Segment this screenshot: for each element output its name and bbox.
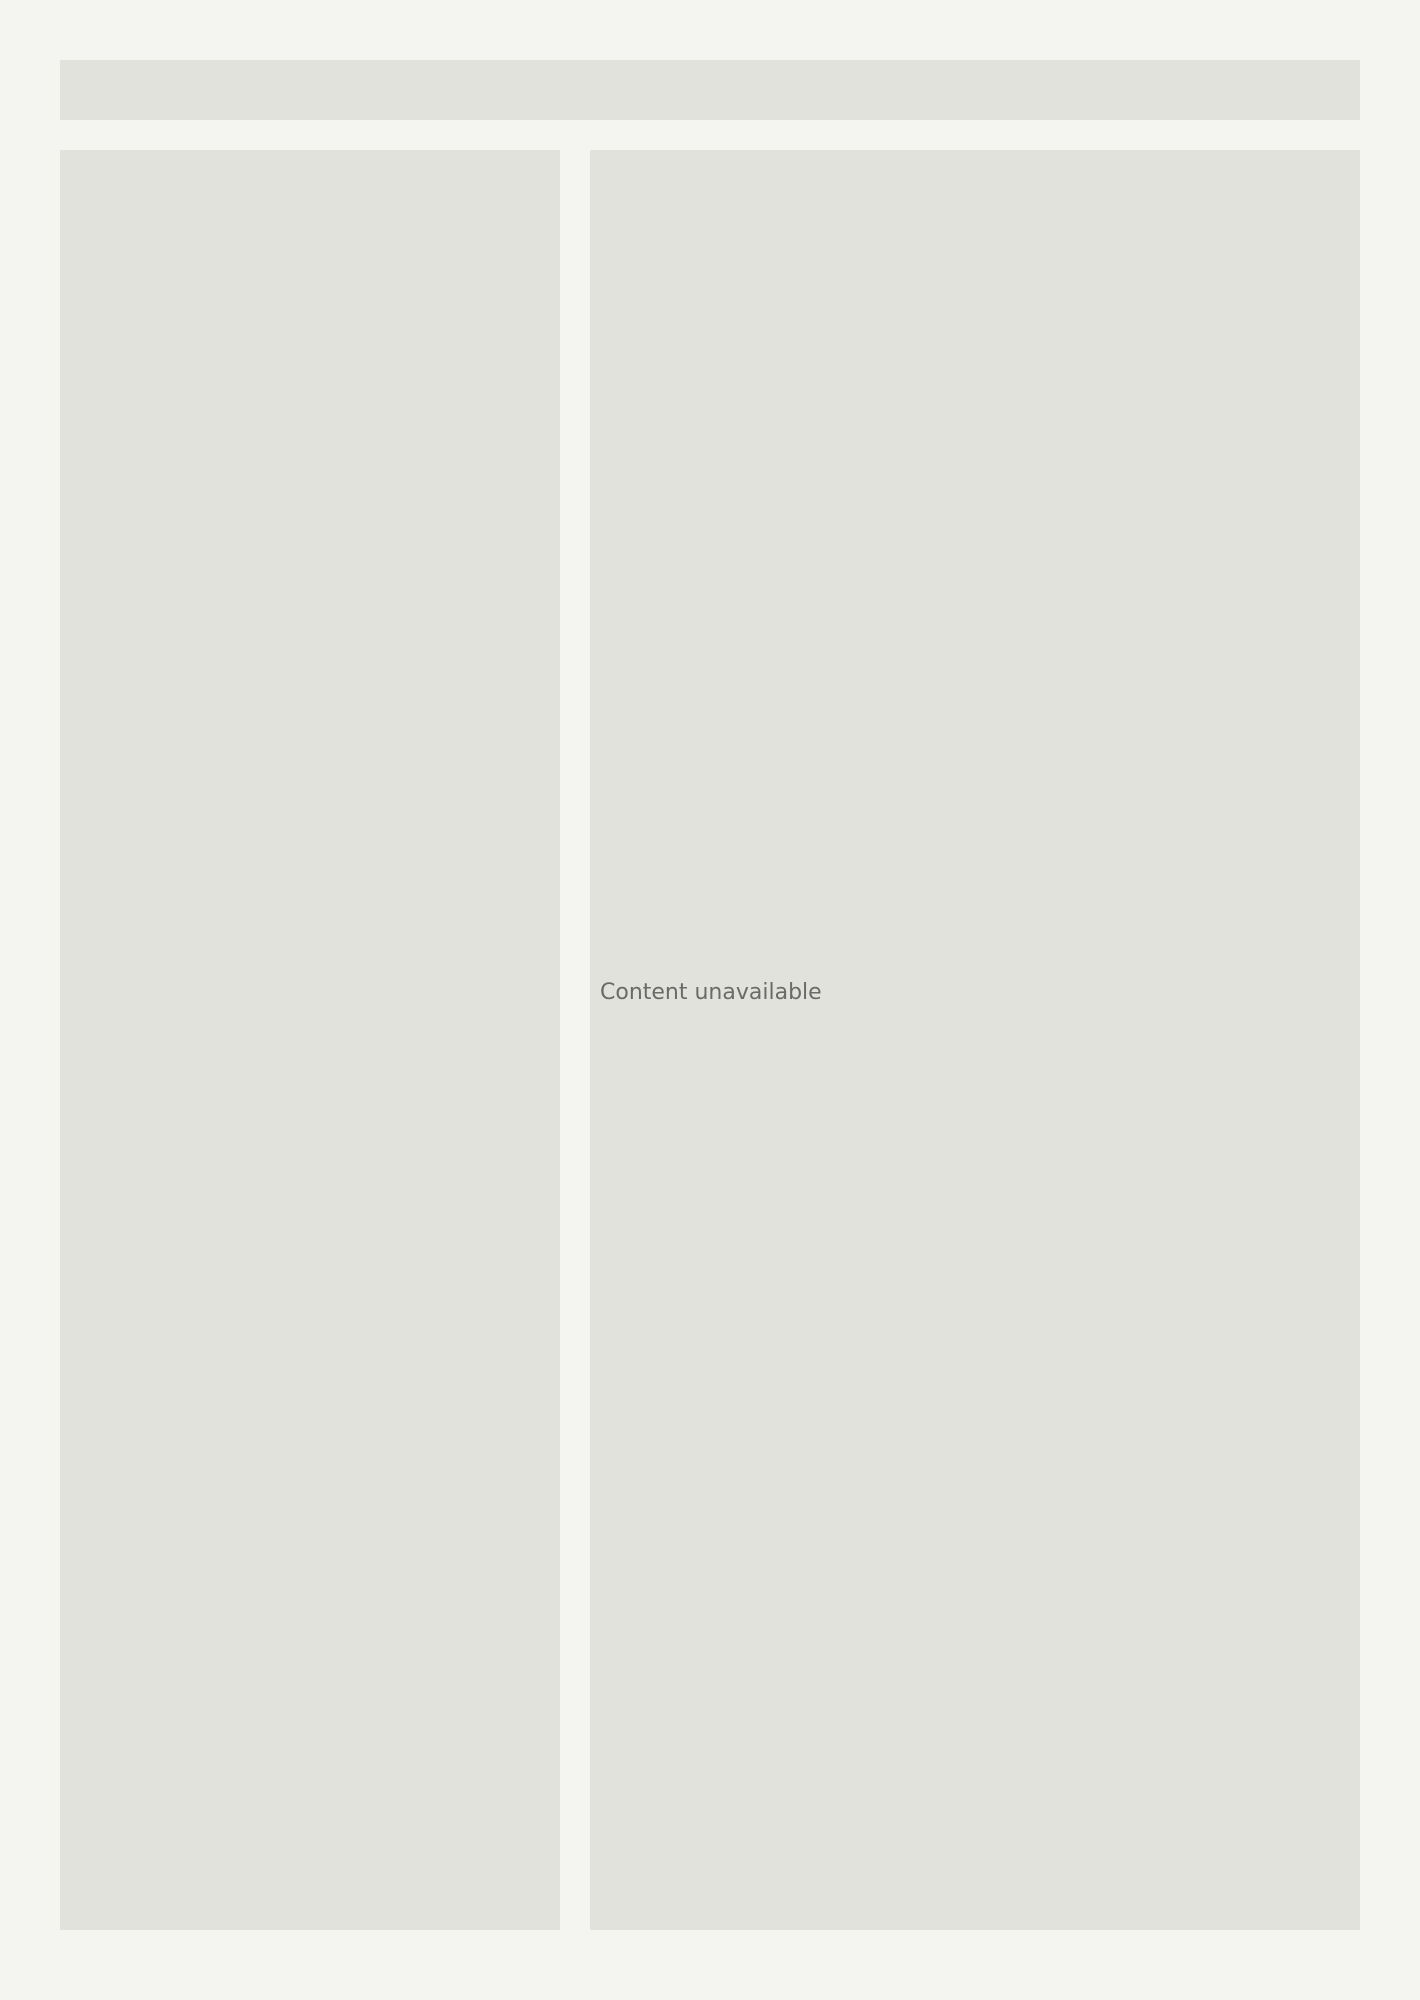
left-column-block [60,150,560,1930]
right-column-block [590,150,1360,1930]
header-block [60,60,1360,120]
placeholder-label: Content unavailable [600,980,822,1005]
